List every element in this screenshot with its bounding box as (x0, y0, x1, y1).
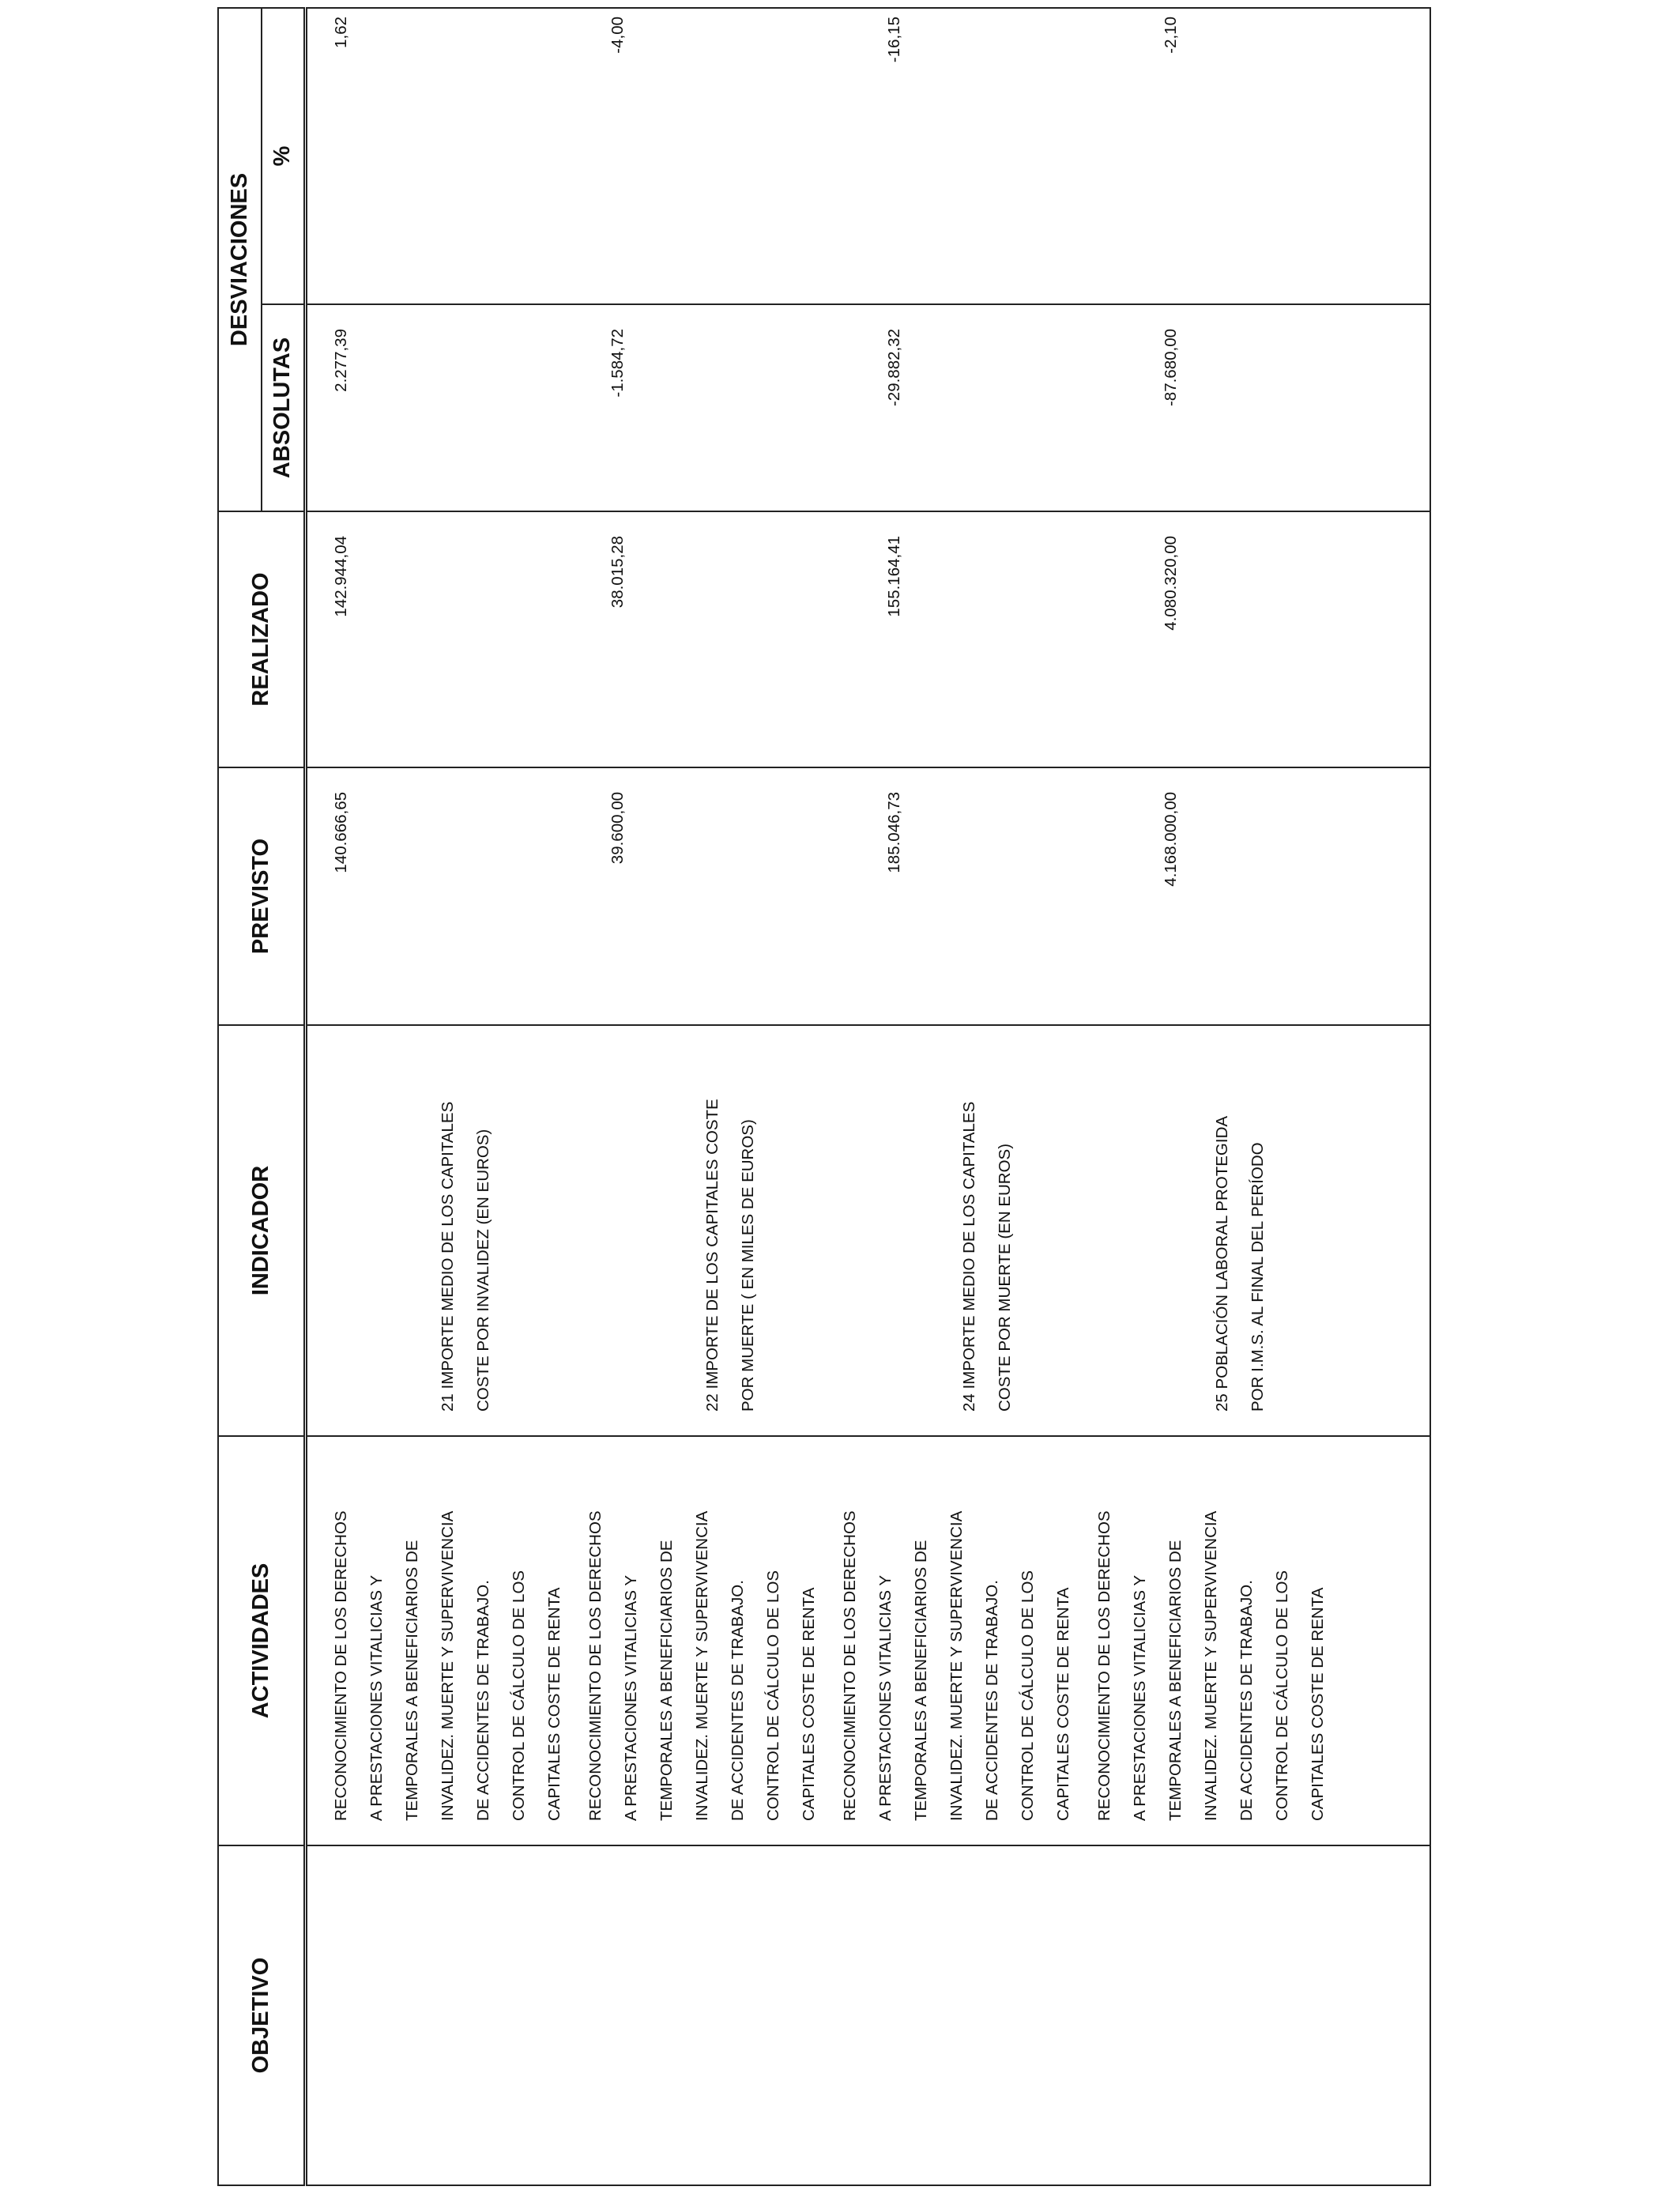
indicador-block-3: 25 POBLACIÓN LABORAL PROTEGIDA POR I.M.S. AL FINAL DEL PERÍODO (1212, 1115, 1267, 1412)
porcentaje-value-1: -4,00 (608, 16, 627, 54)
realizado-value-1: 38.015,28 (608, 536, 627, 609)
header-previsto: PREVISTO (218, 767, 305, 1025)
objetivo-cell (305, 1845, 1430, 2185)
actividades-block-1: RECONOCIMIENTO DE LOS DERECHOS A PRESTACIONES VITALICIAS Y TEMPORALES A BENEFICIARIOS DE INVALIDEZ. MUERTE Y SUPERVIVENCIA DE ACCIDENTES DE TRABAJO. CONTROL DE CÁLCULO DE LOS CAPITALES COSTE DE RENTA (586, 1510, 818, 1821)
indicador-block-1: 22 IMPORTE DE LOS CAPITALES COSTE POR MUERTE ( EN MILES DE EUROS) (703, 1099, 757, 1412)
absolutas-cell (305, 304, 1430, 511)
realizado-cell (305, 511, 1430, 767)
previsto-value-1: 39.600,00 (608, 792, 627, 865)
previsto-value-2: 185.046,73 (884, 792, 903, 873)
porcentaje-value-3: -2,10 (1161, 16, 1180, 54)
header-desviaciones: DESVIACIONES (218, 8, 262, 511)
absolutas-value-0: 2.277,39 (331, 329, 350, 392)
header-absolutas: ABSOLUTAS (262, 304, 305, 511)
indicador-cell (305, 1025, 1430, 1436)
header-porcentaje: % (262, 8, 305, 304)
header-objetivo: OBJETIVO (218, 1845, 305, 2185)
porcentaje-cell (305, 8, 1430, 304)
realizado-value-0: 142.944,04 (331, 536, 350, 617)
realizado-value-3: 4.080.320,00 (1161, 536, 1180, 631)
header-realizado: REALIZADO (218, 511, 305, 767)
porcentaje-value-2: -16,15 (884, 16, 903, 63)
indicador-block-2: 24 IMPORTE MEDIO DE LOS CAPITALES COSTE POR MUERTE (EN EUROS) (959, 1101, 1014, 1412)
actividades-block-0: RECONOCIMIENTO DE LOS DERECHOS A PRESTACIONES VITALICIAS Y TEMPORALES A BENEFICIARIOS DE INVALIDEZ. MUERTE Y SUPERVIVENCIA DE ACCIDENTES DE TRABAJO. CONTROL DE CÁLCULO DE LOS CAPITALES COSTE DE RENTA (331, 1510, 563, 1821)
previsto-value-0: 140.666,65 (331, 792, 350, 873)
header-indicador: INDICADOR (218, 1025, 305, 1436)
absolutas-value-3: -87.680,00 (1161, 329, 1180, 407)
actividades-cell (305, 1436, 1430, 1845)
indicador-block-0: 21 IMPORTE MEDIO DE LOS CAPITALES COSTE POR INVALIDEZ (EN EUROS) (438, 1101, 492, 1412)
absolutas-value-1: -1.584,72 (608, 329, 627, 398)
actividades-block-2: RECONOCIMIENTO DE LOS DERECHOS A PRESTACIONES VITALICIAS Y TEMPORALES A BENEFICIARIOS DE INVALIDEZ. MUERTE Y SUPERVIVENCIA DE ACCIDENTES DE TRABAJO. CONTROL DE CÁLCULO DE LOS CAPITALES COSTE DE RENTA (840, 1510, 1072, 1821)
previsto-cell (305, 767, 1430, 1025)
porcentaje-value-0: 1,62 (331, 16, 350, 48)
absolutas-value-2: -29.882,32 (884, 329, 903, 407)
header-actividades: ACTIVIDADES (218, 1436, 305, 1845)
actividades-block-3: RECONOCIMIENTO DE LOS DERECHOS A PRESTACIONES VITALICIAS Y TEMPORALES A BENEFICIARIOS DE INVALIDEZ. MUERTE Y SUPERVIVENCIA DE ACCIDENTES DE TRABAJO. CONTROL DE CÁLCULO DE LOS CAPITALES COSTE DE RENTA (1094, 1510, 1327, 1821)
previsto-value-3: 4.168.000,00 (1161, 792, 1180, 887)
realizado-value-2: 155.164,41 (884, 536, 903, 617)
indicators-table (217, 7, 1431, 2186)
